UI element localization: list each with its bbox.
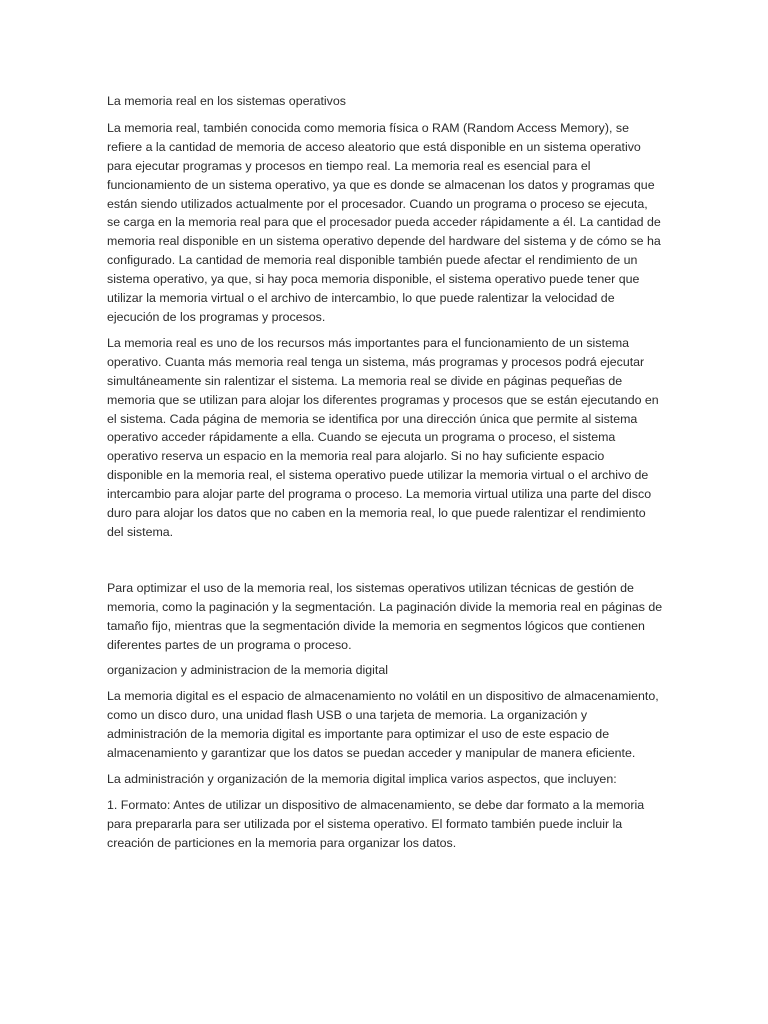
document-body [107, 92, 663, 860]
paragraph-aspectos-intro: La administración y organización de la memoria digital implica varios aspectos, que incluyen: [107, 772, 617, 786]
document-title: La memoria real en los sistemas operativos [107, 94, 346, 108]
paragraph-optimizacion-memoria: Para optimizar el uso de la memoria real, los sistemas operativos utilizan técnicas de gestión de memoria, como la paginación y la segmentación. La paginación divide la memoria real en páginas de tamaño fijo, mientras que la segmentación divide la memoria en segmentos lógicos que contienen diferentes partes de un programa o proceso. [107, 580, 663, 652]
section-subtitle: organizacion y administracion de la memoria digital [107, 663, 388, 678]
paragraph-memoria-real-definicion: La memoria real, también conocida como memoria física o RAM (Random Access Memory), se refiere a la cantidad de memoria de acceso aleatorio que está disponible en un sistema operativo para ejecutar programas y procesos en tiempo real. La memoria real es esencial para el funcionamiento de un sistema operativo, ya que es donde se almacenan los datos y programas que están siendo utilizados actualmente por el procesador. Cuando un programa o proceso se ejecuta, se carga en la memoria real para que el procesador pueda acceder rápidamente a él. La cantidad de memoria real disponible en un sistema operativo depende del hardware del sistema y de cómo se ha configurado. La cantidad de memoria real disponible también puede afectar el rendimiento de un sistema operativo, ya que, si hay poca memoria disponible, el sistema operativo puede tener que utilizar la memoria virtual o el archivo de intercambio, lo que puede ralentizar la velocidad de ejecución de los programas y procesos. [107, 120, 661, 324]
paragraph-memoria-digital: La memoria digital es el espacio de almacenamiento no volátil en un dispositivo de almacenamiento, como un disco duro, una unidad flash USB o una tarjeta de memoria. La organización y administración de la memoria digital es importante para optimizar el uso de este espacio de almacenamiento y garantizar que los datos se puedan acceder y manipular de manera eficiente. [107, 689, 659, 761]
paragraph-formato: 1. Formato: Antes de utilizar un dispositivo de almacenamiento, se debe dar formato a la memoria para prepararla para ser utilizada por el sistema operativo. El formato también puede incluir la creación de particiones en la memoria para organizar los datos. [107, 797, 645, 850]
paragraph-memoria-real-recursos: La memoria real es uno de los recursos más importantes para el funcionamiento de un sistema operativo. Cuanta más memoria real tenga un sistema, más programas y procesos podrá ejecutar simultáneamente sin ralentizar el sistema. La memoria real se divide en páginas pequeñas de memoria que se utilizan para alojar los diferentes programas y procesos que se están ejecutando en el sistema. Cada página de memoria se identifica por una dirección única que permite al sistema operativo acceder rápidamente a ella. Cuando se ejecuta un programa o proceso, el sistema operativo reserva un espacio en la memoria real para alojarlo. Si no hay suficiente espacio disponible en la memoria real, el sistema operativo puede utilizar la memoria virtual o el archivo de intercambio para alojar parte del programa o proceso. La memoria virtual utiliza una parte del disco duro para alojar los datos que no caben en la memoria real, lo que puede ralentizar el rendimiento del sistema. [107, 335, 659, 539]
